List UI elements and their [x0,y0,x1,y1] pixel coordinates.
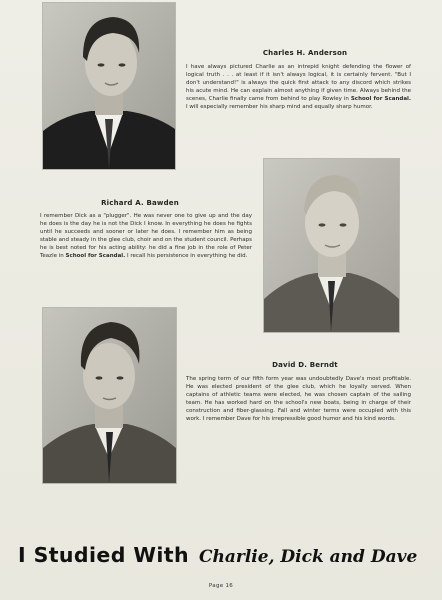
page-number: Page 16 [208,583,234,589]
bio-richard-play-title: School for Scandal. [65,253,126,259]
person-name-charles: Charles H. Anderson [262,49,348,57]
bio-richard: I remember Dick as a "plugger". He was never one to give up and the day he does is the day he is not the Dick I know. In everything he does he fights until he succeeds and sooner or later he does. I remember him as being stable and steady in the glee club, choir and on the student council. Perhaps he is best noted for his acting ability: he did a fine job in the role of Peter Teazle in School for Scandal. I recall his persistence in everything he did. [40,213,252,259]
page-heading [18,543,433,571]
person-name-david: David D. Berndt [272,361,338,369]
portrait-photo-charles [42,2,176,170]
bio-david: The spring term of our fifth form year was undoubtedly Dave's most profitable. He was elected president of the glee club, which he loyally served. When captains of athletic teams were elected, he was chosen captain of the sailing team. He has worked hard on the school's new boats, being in charge of their construction and fiber-glassing. Fall and winter terms were occupied with this work. I remember Dave for his irrepressible good humor and his kind words. [186,376,411,422]
person-name-richard: Richard A. Bawden [101,199,179,207]
portrait-photo-richard [263,158,400,333]
bio-charles-play-title: School for Scandal. [350,96,412,102]
bio-charles: I have always pictured Charlie as an intrepid knight defending the flower of logical truth . . . at least if it isn't always logical, it is certainly fervent. "But I don't understand!" is always the quick first attack to any discord which strikes his acute mind. He can explain almost anything if given time. Always behind the scenes, Charlie finally came from behind to play Rowley in School for Scandal. I will especially remember his sharp mind and equally sharp humor. [186,64,412,110]
heading-script-text: Charlie, Dick and Dave [198,547,418,567]
portrait-photo-david [42,307,177,484]
heading-block-text: I Studied With [18,543,189,567]
